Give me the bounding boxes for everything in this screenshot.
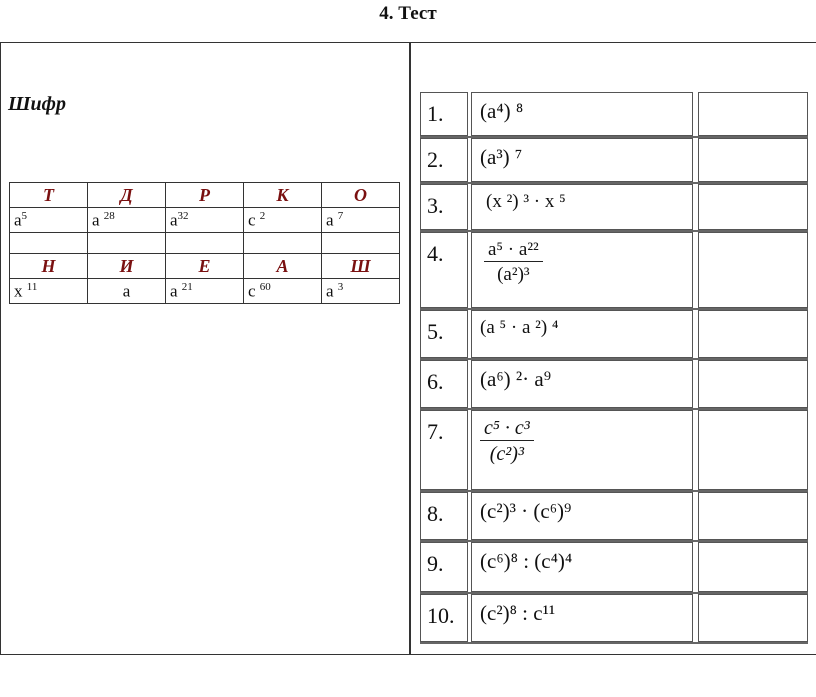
task-row-2 [420, 138, 808, 184]
fraction-denominator: (c²)³ [480, 440, 534, 466]
answer-cell[interactable] [698, 410, 808, 490]
task-expression: (x ²) ³ · x ⁵ [471, 184, 693, 230]
cipher-letters-row-1 [10, 183, 400, 208]
cipher-letter: Р [166, 183, 244, 208]
answer-cell[interactable] [698, 542, 808, 592]
task-row-9 [420, 542, 808, 594]
fraction [484, 239, 543, 286]
cipher-value: $а^5$ [10, 208, 88, 233]
task-row-6 [420, 360, 808, 410]
task-row-3 [420, 184, 808, 232]
cipher-value: а $^{21}$ [166, 279, 244, 304]
cipher-letter: Д [88, 183, 166, 208]
task-row-5 [420, 310, 808, 360]
cipher-value: х $^{11}$ [10, 279, 88, 304]
answer-cell[interactable] [698, 310, 808, 358]
task-number: 9. [420, 542, 468, 592]
task-row-10 [420, 594, 808, 644]
task-expression: (a³) ⁷ [471, 138, 693, 182]
task-expression: (a⁶) ²· a⁹ [471, 360, 693, 408]
cipher-letters-row-2 [10, 254, 400, 279]
answer-cell[interactable] [698, 232, 808, 308]
task-number: 6. [420, 360, 468, 408]
cipher-value: $а^{32}$ [166, 208, 244, 233]
cipher-letter: Е [166, 254, 244, 279]
task-number: 1. [420, 92, 468, 136]
task-expression [471, 232, 693, 308]
cipher-letter: Н [10, 254, 88, 279]
task-number: 7. [420, 410, 468, 490]
page-title: 4. Тест [379, 3, 437, 24]
answer-cell[interactable] [698, 92, 808, 136]
cipher-heading: Шифр [8, 93, 66, 115]
cipher-empty-cell [244, 233, 322, 254]
cipher-table [9, 182, 400, 304]
answer-cell[interactable] [698, 360, 808, 408]
task-expression [471, 410, 693, 490]
cipher-value: с $^{60}$ [244, 279, 322, 304]
fraction-denominator: (a²)³ [484, 261, 543, 286]
cipher-value: а $^7$ [322, 208, 400, 233]
cipher-value: а $^{28}$ [88, 208, 166, 233]
fraction-numerator: a⁵ · a²² [488, 239, 539, 260]
cipher-empty-cell [10, 233, 88, 254]
answer-cell[interactable] [698, 184, 808, 230]
task-number: 2. [420, 138, 468, 182]
task-row-8 [420, 492, 808, 542]
cipher-letter: И [88, 254, 166, 279]
cipher-value: а [88, 279, 166, 304]
task-expression: (a ⁵ · a ²) ⁴ [471, 310, 693, 358]
cipher-value: а $^3$ [322, 279, 400, 304]
cipher-letter: К [244, 183, 322, 208]
task-row-7 [420, 410, 808, 492]
answer-cell[interactable] [698, 138, 808, 182]
task-expression: (c²)⁸ : c¹¹ [471, 594, 693, 642]
cipher-letter: О [322, 183, 400, 208]
column-divider [409, 42, 411, 655]
cipher-value: с $^2$ [244, 208, 322, 233]
task-number: 5. [420, 310, 468, 358]
task-number: 3. [420, 184, 468, 230]
cipher-empty-row [10, 233, 400, 254]
cipher-letter: А [244, 254, 322, 279]
task-number: 8. [420, 492, 468, 540]
task-table [420, 92, 808, 644]
task-expression: (c²)³ · (c⁶)⁹ [471, 492, 693, 540]
cipher-empty-cell [166, 233, 244, 254]
fraction-numerator: c⁵ · c³ [484, 417, 530, 439]
cipher-values-row-2 [10, 279, 400, 304]
task-row-1 [420, 92, 808, 138]
task-row-4 [420, 232, 808, 310]
task-expression: (a⁴) ⁸ [471, 92, 693, 136]
fraction [480, 417, 534, 466]
task-number: 10. [420, 594, 468, 642]
cipher-values-row-1 [10, 208, 400, 233]
task-number: 4. [420, 232, 468, 308]
cipher-letter: Т [10, 183, 88, 208]
cipher-empty-cell [88, 233, 166, 254]
task-expression: (c⁶)⁸ : (c⁴)⁴ [471, 542, 693, 592]
cipher-empty-cell [322, 233, 400, 254]
answer-cell[interactable] [698, 594, 808, 642]
cipher-letter: Ш [322, 254, 400, 279]
answer-cell[interactable] [698, 492, 808, 540]
